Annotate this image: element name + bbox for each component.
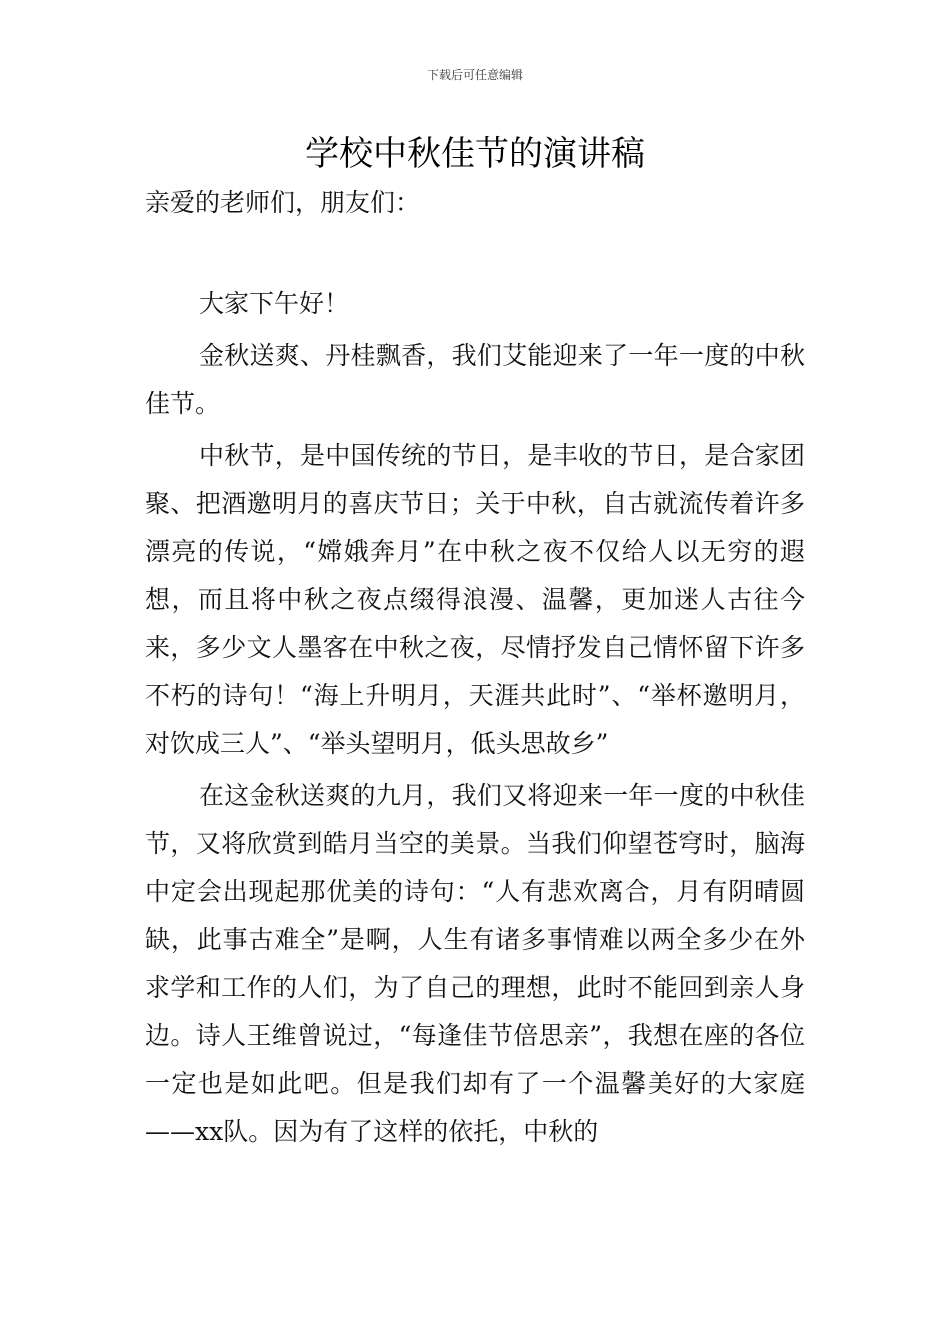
paragraph-greeting: 大家下午好！ <box>199 289 350 318</box>
salutation: 亲爱的老师们，朋友们： <box>145 188 421 217</box>
paragraph-september: 在这金秋送爽的九月，我们又将迎来一年一度的中秋佳节，又将欣赏到皓月当空的美景。当我们仰望苍穹时，脑海中定会出现起那优美的诗句：“人有悲欢离合，月有阴晴圆缺，此事古难全”是啊，人生有诸多事情难以两全多少在外求学和工作的人们，为了自己的理想，此时不能回到亲人身边。诗人王维曾说过，“每逢佳节倍思亲”，我想在座的各位一定也是如此吧。但是我们却有了一个温馨美好的大家庭——xx队。因为有了这样的依托，中秋的 <box>145 781 805 1146</box>
document-title: 学校中秋佳节的演讲稿 <box>305 134 645 174</box>
paragraph-opening: 金秋送爽、丹桂飘香，我们艾能迎来了一年一度的中秋佳节。 <box>145 341 805 418</box>
paragraph-festival: 中秋节，是中国传统的节日，是丰收的节日，是合家团聚、把酒邀明月的喜庆节日；关于中秋，自古就流传着许多漂亮的传说，“嫦娥奔月”在中秋之夜不仅给人以无穷的遐想，而且将中秋之夜点缀得浪漫、温馨，更加迷人古往今来，多少文人墨客在中秋之夜，尽情抒发自己情怀留下许多不朽的诗句！“海上升明月，天涯共此时”、“举杯邀明月，对饮成三人”、“举头望明月，低头思故乡” <box>145 441 805 758</box>
speech-body <box>145 280 805 1160</box>
header-note: 下载后可任意编辑 <box>426 68 523 82</box>
